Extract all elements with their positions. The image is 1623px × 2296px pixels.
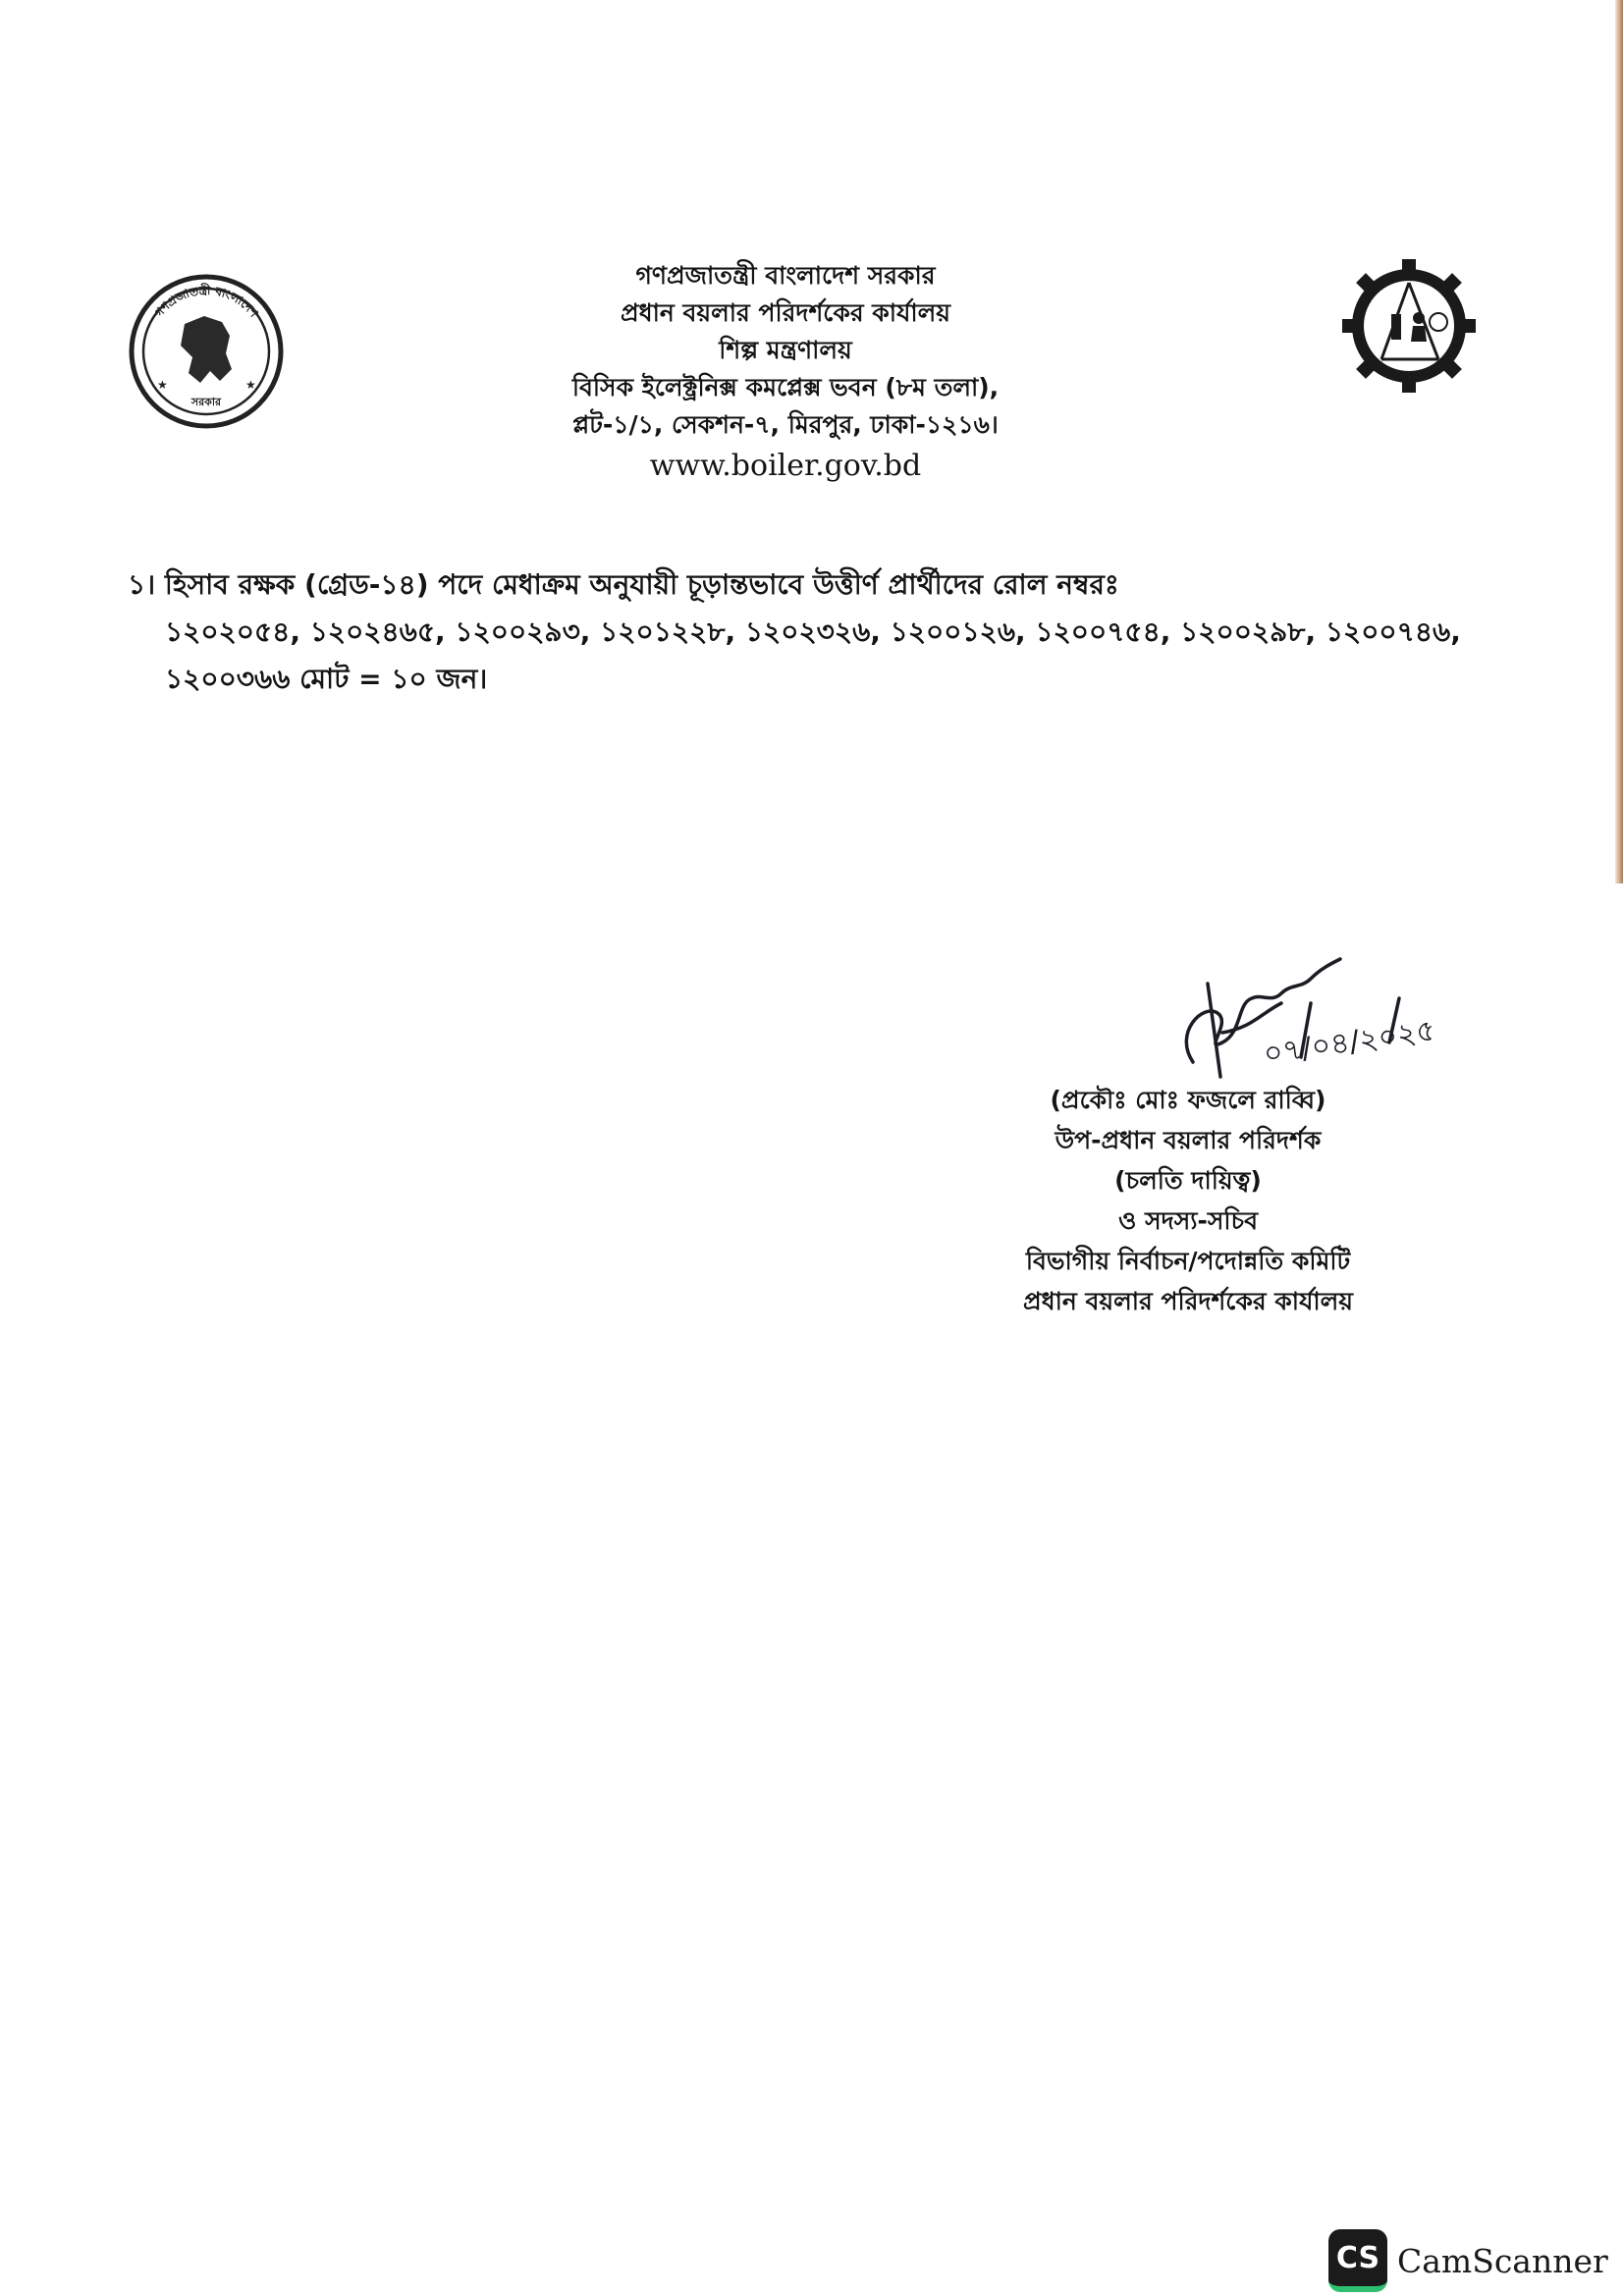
signatory-name: (প্রকৌঃ মোঃ ফজলে রাব্বি) [1050,1086,1326,1114]
office-letterhead [491,257,1080,485]
svg-text:★: ★ [245,378,256,392]
seal-ring-text: গণপ্রজাতন্ত্রী বাংলাদেশ [151,283,261,320]
svg-text:★: ★ [157,378,168,392]
letterhead-ministry-line: শিল্প মন্ত্রণালয় [719,336,852,364]
government-seal-icon [128,273,285,430]
handwritten-signature [1163,944,1497,1092]
seal-bottom-text: সরকার [190,396,222,408]
signatory-office: প্রধান বয়লার পরিদর্শকের কার্যালয় [1022,1287,1354,1315]
notice-heading-line: ১। হিসাব রক্ষক (গ্রেড-১৪) পদে মেধাক্রম অনুযায়ী চূড়ান্তভাবে উত্তীর্ণ প্রার্থীদের রোল নম্বরঃ [128,568,1119,601]
letterhead-government-line: গণপ্রজাতন্ত্রী বাংলাদেশ সরকার [635,261,936,290]
camscanner-watermark [1328,2230,1608,2291]
signatory-charge: (চলতি দায়িত্ব) [1114,1166,1262,1195]
letterhead-office-line: প্রধান বয়লার পরিদর্শকের কার্যালয় [620,298,951,327]
letterhead-website: www.boiler.gov.bd [649,449,922,483]
signatory-committee: বিভাগীয় নির্বাচন/পদোন্নতি কমিটি [1025,1247,1351,1275]
roll-numbers-total-line: ১২০০৩৬৬ মোট = ১০ জন। [165,663,488,695]
boiler-department-gear-logo-icon [1340,257,1478,395]
signature-date: ০৭/০৪/২০২৫ [1261,1013,1438,1072]
page-edge [1615,0,1623,883]
camscanner-label: CamScanner [1397,2241,1608,2280]
letterhead-address-line: প্লট-১/১, সেকশন-৭, মিরপুর, ঢাকা-১২১৬। [572,410,999,439]
signatory-role: ও সদস্য-সচিব [1118,1206,1258,1235]
roll-numbers-line: ১২০২০৫৪, ১২০২৪৬৫, ১২০০২৯৩, ১২০১২২৮, ১২০২৩২৬, ১২০০১২৬, ১২০০৭৫৪, ১২০০২৯৮, ১২০০৭৪৬, [165,615,1461,648]
camscanner-logo-icon: CS [1328,2229,1387,2292]
signatory-block [952,1080,1424,1321]
letterhead-building-line: বিসিক ইলেক্ট্রনিক্স কমপ্লেক্স ভবন (৮ম তলা), [571,373,1000,401]
result-notice-body [128,561,1522,703]
signatory-title: উপ-প্রধান বয়লার পরিদর্শক [1055,1126,1322,1154]
